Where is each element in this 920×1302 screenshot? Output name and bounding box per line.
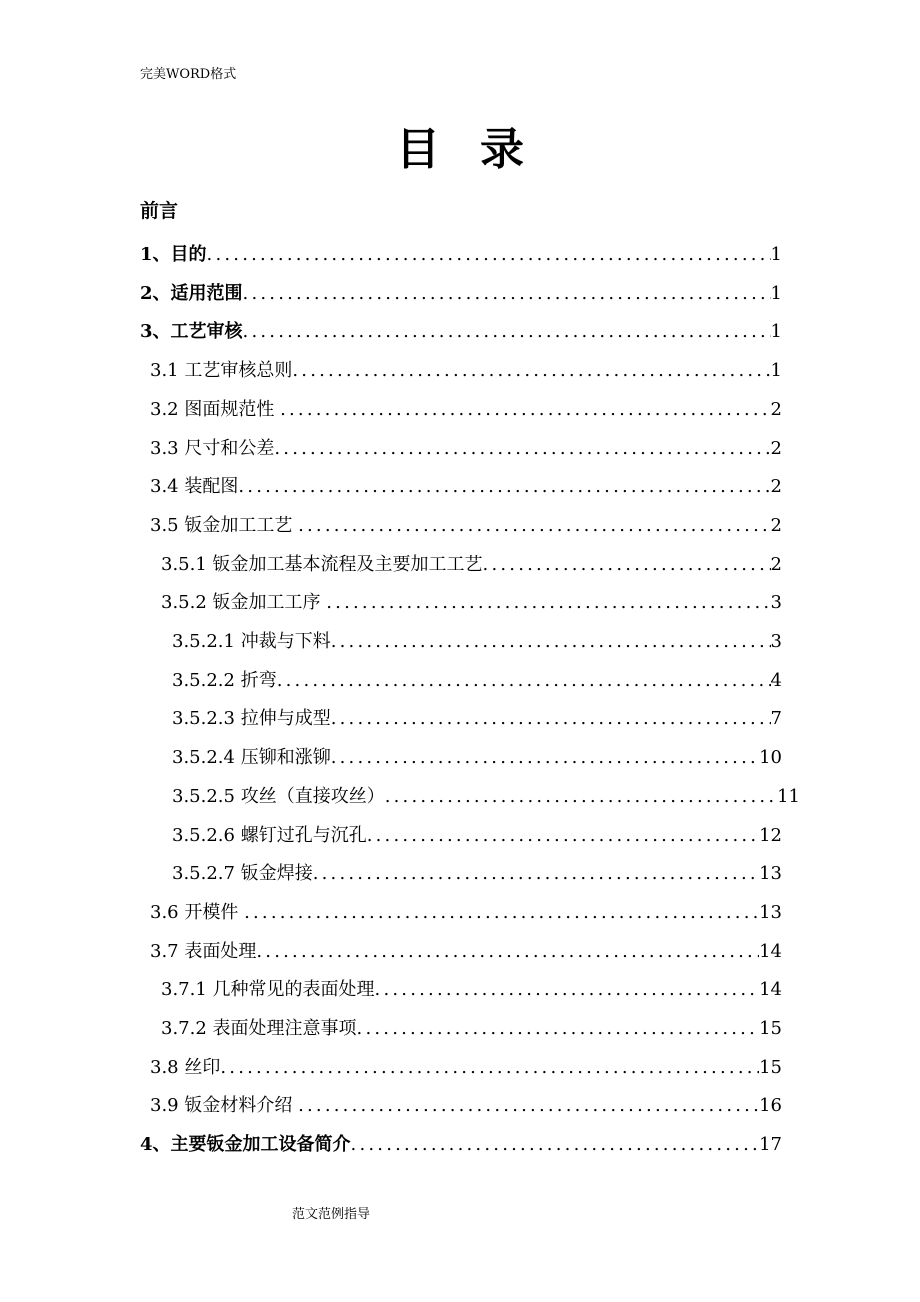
toc-entry[interactable] — [150, 436, 782, 462]
toc-entry-label: 3.4 装配图 — [150, 476, 239, 498]
toc-entry-label: 3.6 开模件 — [150, 901, 245, 923]
toc-entry[interactable] — [150, 513, 782, 539]
toc-page-number: 2 — [770, 553, 782, 575]
toc-entry-label: 1、目的 — [140, 244, 207, 265]
toc-entry-label: 3、工艺审核 — [140, 321, 243, 343]
toc-page-number: 14 — [759, 940, 782, 962]
toc-entry[interactable] — [161, 552, 782, 578]
toc-page-number: 4 — [770, 669, 782, 691]
toc-entry[interactable] — [161, 977, 782, 1003]
toc-entry[interactable] — [161, 590, 782, 616]
toc-entry-label: 3.5 钣金加工工艺 — [150, 514, 299, 536]
toc-dot-leader — [351, 1132, 760, 1158]
preface-heading: 前言 — [140, 200, 179, 222]
toc-entry-label: 3.3 尺寸和公差 — [150, 437, 275, 459]
toc-entry[interactable] — [150, 397, 782, 423]
toc-page-number: 2 — [770, 437, 782, 459]
toc-entry[interactable] — [172, 823, 782, 849]
toc-dot-leader — [220, 1055, 759, 1081]
toc-entry[interactable] — [150, 939, 782, 965]
toc-entry[interactable] — [150, 1093, 782, 1119]
toc-dot-leader — [298, 513, 770, 539]
toc-entry[interactable] — [150, 1055, 782, 1081]
toc-entry[interactable] — [140, 281, 782, 307]
document-title: 目录 — [396, 124, 564, 175]
toc-dot-leader — [313, 861, 759, 887]
toc-dot-leader — [243, 319, 771, 345]
toc-dot-leader — [385, 784, 777, 810]
toc-dot-leader — [326, 590, 770, 616]
toc-page-number: 1 — [770, 321, 782, 343]
toc-entry[interactable] — [172, 668, 782, 694]
toc-entry[interactable] — [150, 474, 782, 500]
toc-entry[interactable] — [150, 358, 782, 384]
toc-entry-label: 3.5.2.2 折弯 — [172, 669, 277, 691]
toc-dot-leader — [244, 900, 759, 926]
toc-dot-leader — [483, 552, 771, 578]
toc-entry-label: 4、主要钣金加工设备简介 — [140, 1134, 351, 1156]
toc-page-number: 12 — [759, 824, 782, 846]
toc-entry-label: 2、适用范围 — [140, 282, 243, 304]
toc-entry-label: 3.7.1 几种常见的表面处理 — [161, 979, 375, 1001]
toc-entry-label: 3.5.2.3 拉伸与成型 — [172, 708, 331, 730]
toc-entry-label: 3.5.2 钣金加工工序 — [161, 592, 327, 614]
toc-page-number: 17 — [759, 1134, 782, 1156]
toc-dot-leader — [367, 823, 759, 849]
toc-dot-leader — [331, 745, 759, 771]
toc-entry-label: 3.5.2.7 钣金焊接 — [172, 863, 313, 885]
toc-entry[interactable] — [172, 629, 782, 655]
toc-dot-leader — [277, 668, 771, 694]
toc-page-number: 1 — [770, 360, 782, 382]
toc-entry-label: 3.7.2 表面处理注意事项 — [161, 1018, 357, 1039]
toc-dot-leader — [375, 977, 760, 1003]
toc-page-number: 15 — [759, 1056, 782, 1078]
toc-page-number: 15 — [759, 1018, 782, 1039]
toc-dot-leader — [207, 242, 771, 268]
toc-page-number: 3 — [770, 631, 782, 652]
toc-entry[interactable] — [140, 1132, 782, 1158]
toc-entry-label: 3.5.1 钣金加工基本流程及主要加工工艺 — [161, 553, 483, 575]
toc-entry-label: 3.2 图面规范性 — [150, 398, 281, 420]
toc-entry[interactable] — [172, 784, 800, 810]
toc-dot-leader — [274, 436, 770, 462]
page-footer: 范文范例指导 — [292, 1207, 371, 1222]
toc-entry[interactable] — [172, 706, 782, 732]
toc-entry-label: 3.5.2.6 螺钉过孔与沉孔 — [172, 824, 367, 846]
toc-entry[interactable] — [161, 1016, 782, 1042]
toc-dot-leader — [243, 281, 771, 307]
toc-entry[interactable] — [172, 861, 782, 887]
toc-entry-label: 3.7 表面处理 — [150, 940, 257, 962]
toc-page-number: 7 — [770, 708, 782, 730]
toc-page-number: 3 — [770, 592, 782, 614]
toc-page-number: 13 — [759, 901, 782, 923]
toc-page-number: 11 — [777, 785, 800, 807]
toc-entry[interactable] — [150, 900, 782, 926]
toc-page-number: 16 — [759, 1095, 782, 1117]
toc-page-number: 10 — [759, 747, 782, 769]
toc-entry-label: 3.5.2.5 攻丝（直接攻丝） — [172, 785, 385, 807]
toc-entry[interactable] — [172, 745, 782, 771]
toc-page-number: 2 — [770, 514, 782, 536]
toc-dot-leader — [292, 358, 770, 384]
toc-entry-label: 3.8 丝印 — [150, 1056, 221, 1078]
toc-dot-leader — [256, 939, 759, 965]
toc-entry[interactable] — [140, 319, 782, 345]
toc-entry-label: 3.5.2.4 压铆和涨铆 — [172, 747, 331, 769]
toc-page-number: 2 — [770, 476, 782, 498]
toc-page-number: 2 — [770, 398, 782, 420]
toc-dot-leader — [331, 629, 771, 655]
toc-dot-leader — [280, 397, 770, 423]
toc-dot-leader — [238, 474, 770, 500]
toc-page-number: 1 — [770, 282, 782, 304]
page-header: 完美WORD格式 — [140, 67, 237, 82]
toc-entry-label: 3.1 工艺审核总则 — [150, 360, 293, 382]
toc-dot-leader — [331, 706, 771, 732]
toc-dot-leader — [357, 1016, 760, 1042]
toc-entry-label: 3.5.2.1 冲裁与下料 — [172, 631, 331, 652]
toc-dot-leader — [298, 1093, 759, 1119]
toc-page-number: 14 — [759, 979, 782, 1001]
toc-entry-label: 3.9 钣金材料介绍 — [150, 1095, 299, 1117]
toc-entry[interactable] — [140, 242, 782, 268]
toc-page-number: 13 — [759, 863, 782, 885]
toc-page-number: 1 — [770, 244, 782, 265]
